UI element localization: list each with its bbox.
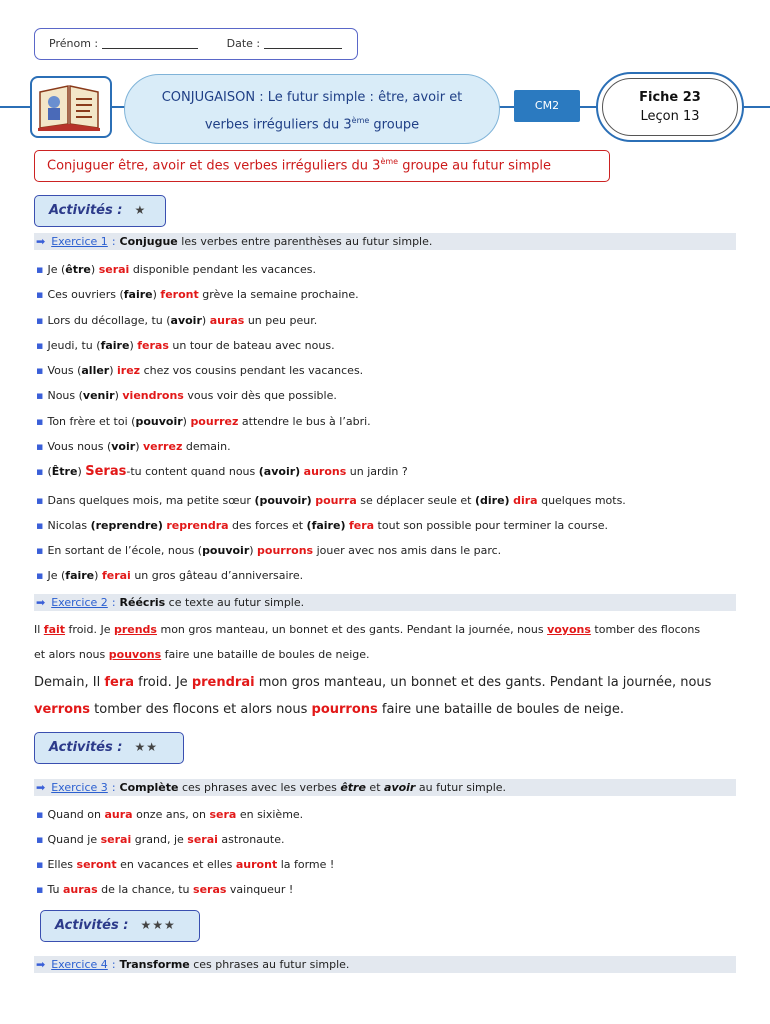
list-item: ▪ Vous (aller) irez chez vos cousins pendant les vacances. <box>36 364 364 377</box>
list-item: ▪ Dans quelques mois, ma petite sœur (pouvoir) pourra se déplacer seule et (dire) dira quelques mots. <box>36 494 626 507</box>
lesson-objective: Conjuguer être, avoir et des verbes irréguliers du 3ème groupe au futur simple <box>34 150 610 182</box>
activity-badge-1: Activités : ★ <box>34 195 166 227</box>
exercise-1-header: ➡ Exercice 1 : Conjugue les verbes entre parenthèses au futur simple. <box>34 233 736 250</box>
list-item: ▪ Lors du décollage, tu (avoir) auras un peu peur. <box>36 314 318 327</box>
exercise-3-header: ➡ Exercice 3 : Complète ces phrases avec les verbes être et avoir au futur simple. <box>34 779 736 796</box>
arrow-right-icon: ➡ <box>36 596 46 609</box>
exercise-2-text-line-1: Il fait froid. Je prends mon gros manteau, un bonnet et des gants. Pendant la journée, nous voyons tomber des flocons <box>34 623 701 636</box>
exercise-4-link[interactable]: Exercice 4 <box>51 958 108 971</box>
list-item: ▪ (Être) Seras-tu content quand nous (avoir) aurons un jardin ? <box>36 464 408 479</box>
list-item: ▪ Quand on aura onze ans, on sera en sixième. <box>36 808 304 821</box>
exercise-4-header: ➡ Exercice 4 : Transforme ces phrases au futur simple. <box>34 956 736 973</box>
list-item: ▪ Je (être) serai disponible pendant les vacances. <box>36 263 316 276</box>
list-item: ▪ Nicolas (reprendre) reprendra des forces et (faire) fera tout son possible pour terminer la course. <box>36 519 609 532</box>
title-line-2: verbes irréguliers du 3ème groupe <box>204 116 420 133</box>
name-date-box <box>34 28 358 60</box>
lesson-title <box>124 74 500 144</box>
list-item: ▪ Je (faire) ferai un gros gâteau d’anniversaire. <box>36 569 304 582</box>
prenom-label: Prénom : <box>49 37 99 50</box>
star-icon: ★ <box>134 203 147 217</box>
list-item: ▪ Jeudi, tu (faire) feras un tour de bateau avec nous. <box>36 339 335 352</box>
exercise-2-answer-line-2: verrons tomber des flocons et alors nous pourrons faire une bataille de boules de neige. <box>34 702 625 717</box>
date-label: Date : <box>226 37 261 50</box>
list-item: ▪ Nous (venir) viendrons vous voir dès que possible. <box>36 389 337 402</box>
list-item: ▪ En sortant de l’école, nous (pouvoir) pourrons jouer avec nos amis dans le parc. <box>36 544 502 557</box>
star-icon: ★★★ <box>140 918 176 932</box>
list-item: ▪ Elles seront en vacances et elles auront la forme ! <box>36 858 335 871</box>
exercise-2-header: ➡ Exercice 2 : Réécris ce texte au futur simple. <box>34 594 736 611</box>
exercise-1-link[interactable]: Exercice 1 <box>51 235 108 248</box>
activity-badge-3: Activités : ★★★ <box>40 910 200 942</box>
book-illustration <box>30 76 112 138</box>
exercise-2-link[interactable]: Exercice 2 <box>51 596 108 609</box>
list-item: ▪ Vous nous (voir) verrez demain. <box>36 440 231 453</box>
list-item: ▪ Tu auras de la chance, tu seras vainqueur ! <box>36 883 294 896</box>
fiche-number: Fiche 23 <box>639 90 701 105</box>
fiche-badge <box>596 72 744 142</box>
list-item: ▪ Ton frère et toi (pouvoir) pourrez attendre le bus à l’abri. <box>36 415 371 428</box>
exercise-2-text-line-2: et alors nous pouvons faire une bataille de boules de neige. <box>34 648 370 661</box>
activity-badge-2: Activités : ★★ <box>34 732 184 764</box>
arrow-right-icon: ➡ <box>36 781 46 794</box>
list-item: ▪ Quand je serai grand, je serai astronaute. <box>36 833 285 846</box>
arrow-right-icon: ➡ <box>36 235 46 248</box>
lecon-number: Leçon 13 <box>640 109 700 124</box>
star-icon: ★★ <box>134 740 158 754</box>
date-blank[interactable] <box>264 48 342 49</box>
arrow-right-icon: ➡ <box>36 958 46 971</box>
title-line-1: CONJUGAISON : Le futur simple : être, avoir et <box>161 90 463 105</box>
level-badge: CM2 <box>514 90 580 122</box>
list-item: ▪ Ces ouvriers (faire) feront grève la semaine prochaine. <box>36 288 359 301</box>
prenom-blank[interactable] <box>102 48 198 49</box>
exercise-3-link[interactable]: Exercice 3 <box>51 781 108 794</box>
exercise-2-answer-line-1: Demain, Il fera froid. Je prendrai mon gros manteau, un bonnet et des gants. Pendant la journée, nous <box>34 675 712 690</box>
